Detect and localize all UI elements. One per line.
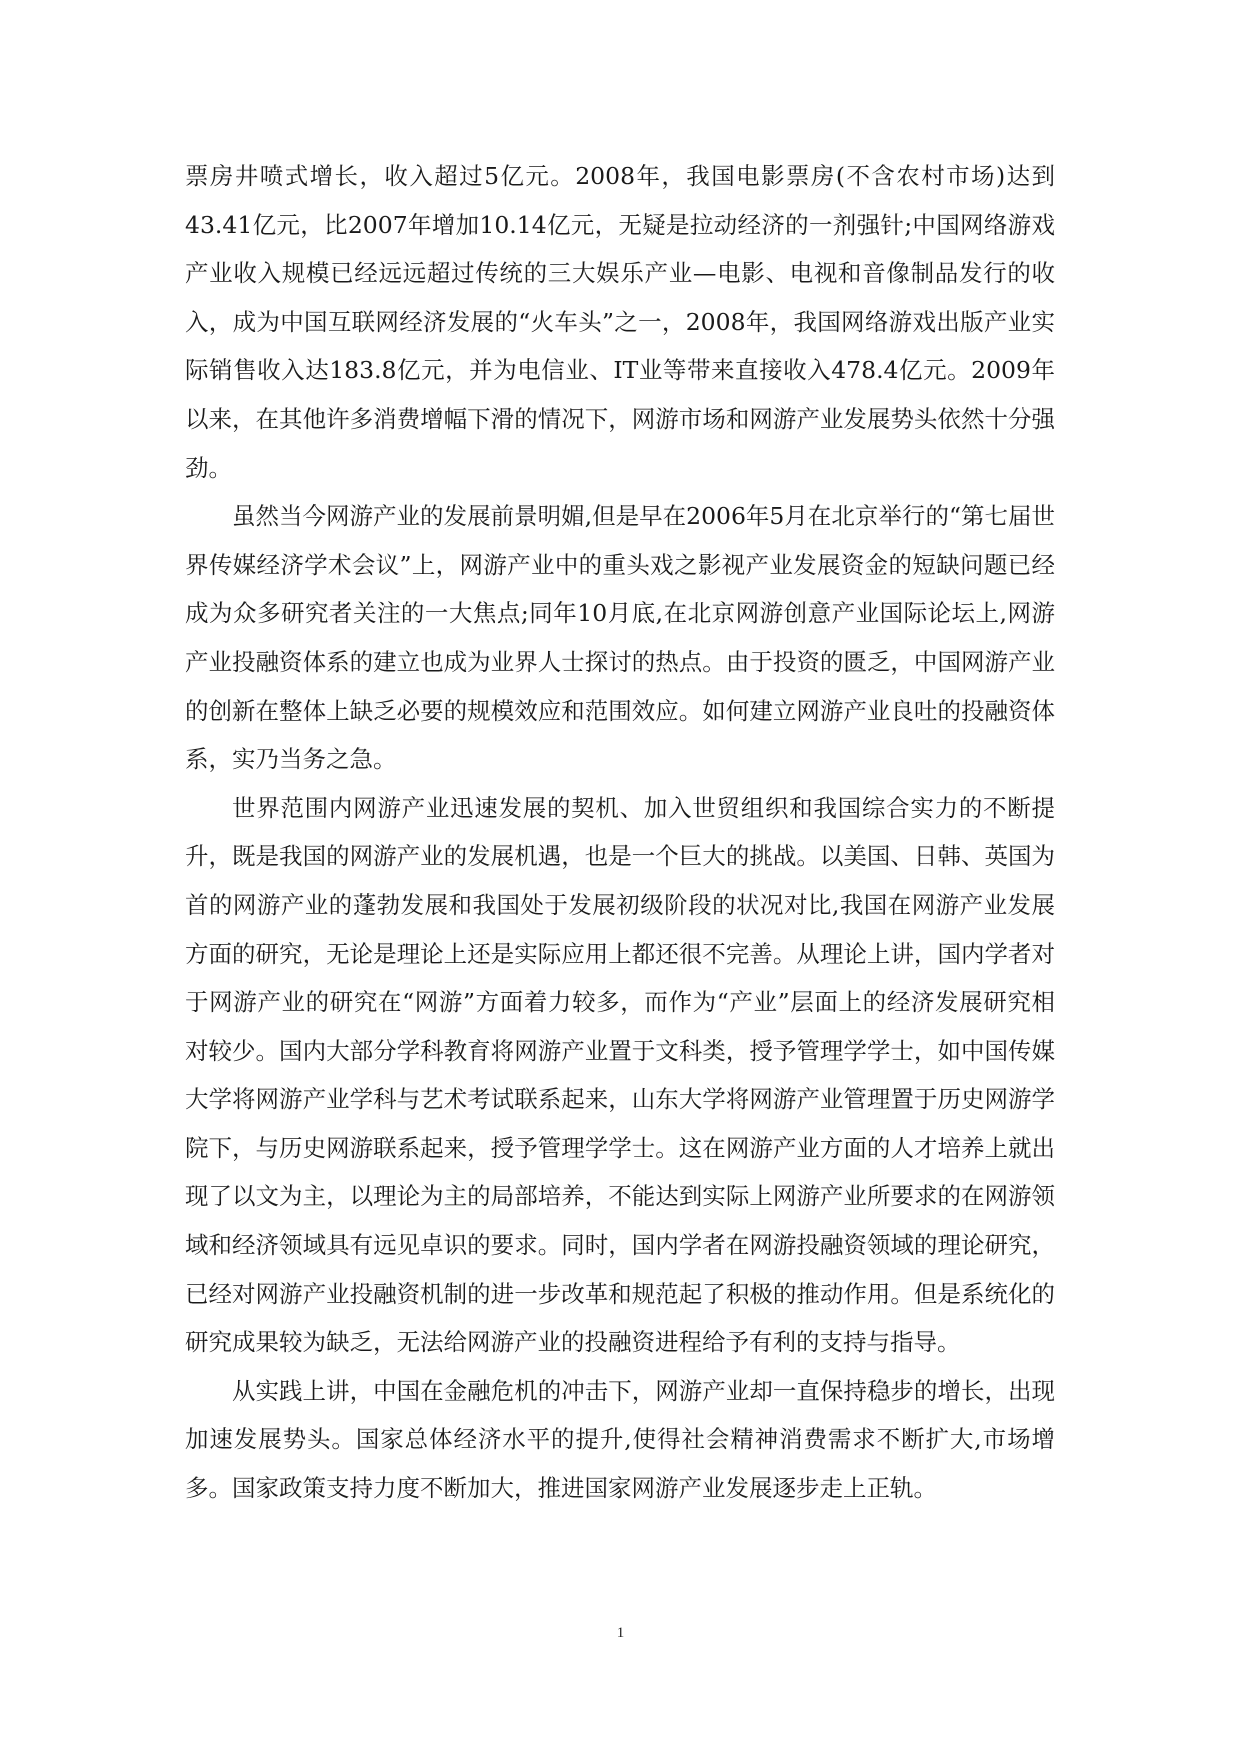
body-text: [185, 152, 1055, 1513]
paragraph-3: 世界范围内网游产业迅速发展的契机、加入世贸组织和我国综合实力的不断提升，既是我国的网游产业的发展机遇，也是一个巨大的挑战。以美国、日韩、英国为首的网游产业的蓬勃发展和我国处于发展初级阶段的状况对比,我国在网游产业发展方面的研究，无论是理论上还是实际应用上都还很不完善。从理论上讲，国内学者对于网游产业的研究在“网游”方面着力较多，而作为“产业”层面上的经济发展研究相对较少。国内大部分学科教育将网游产业置于文科类，授予管理学学士，如中国传媒大学将网游产业学科与艺术考试联系起来，山东大学将网游产业管理置于历史网游学院下，与历史网游联系起来，授予管理学学士。这在网游产业方面的人才培养上就出现了以文为主，以理论为主的局部培养，不能达到实际上网游产业所要求的在网游领域和经济领域具有远见卓识的要求。同时，国内学者在网游投融资领域的理论研究，已经对网游产业投融资机制的进一步改革和规范起了积极的推动作用。但是系统化的研究成果较为缺乏，无法给网游产业的投融资进程给予有利的支持与指导。: [185, 793, 1055, 1357]
paragraph-2: 虽然当今网游产业的发展前景明媚,但是早在2006年5月在北京举行的“第七届世界传媒经济学术会议”上，网游产业中的重头戏之影视产业发展资金的短缺问题已经成为众多研究者关注的一大焦点;同年10月底,在北京网游创意产业国际论坛上,网游产业投融资体系的建立也成为业界人士探讨的热点。由于投资的匮乏，中国网游产业的创新在整体上缺乏必要的规模效应和范围效应。如何建立网游产业良吐的投融资体系，实乃当务之急。: [185, 502, 1055, 774]
paragraph-1: 票房井喷式增长，收入超过5亿元。2008年，我国电影票房(不含农村市场)达到43.41亿元，比2007年增加10.14亿元，无疑是拉动经济的一剂强针;中国网络游戏产业收入规模已经远远超过传统的三大娱乐产业—电影、电视和音像制品发行的收入，成为中国互联网经济发展的“火车头”之一，2008年，我国网络游戏出版产业实际销售收入达183.8亿元，并为电信业、IT业等带来直接收入478.4亿元。2009年以来，在其他许多消费增幅下滑的情况下，网游市场和网游产业发展势头依然十分强劲。: [185, 162, 1055, 482]
paragraph-4: 从实践上讲，中国在金融危机的冲击下，网游产业却一直保持稳步的增长，出现加速发展势头。国家总体经济水平的提升,使得社会精神消费需求不断扩大,市场增多。国家政策支持力度不断加大，推进国家网游产业发展逐步走上正轨。: [185, 1376, 1055, 1503]
page-number: 1: [616, 1625, 625, 1641]
